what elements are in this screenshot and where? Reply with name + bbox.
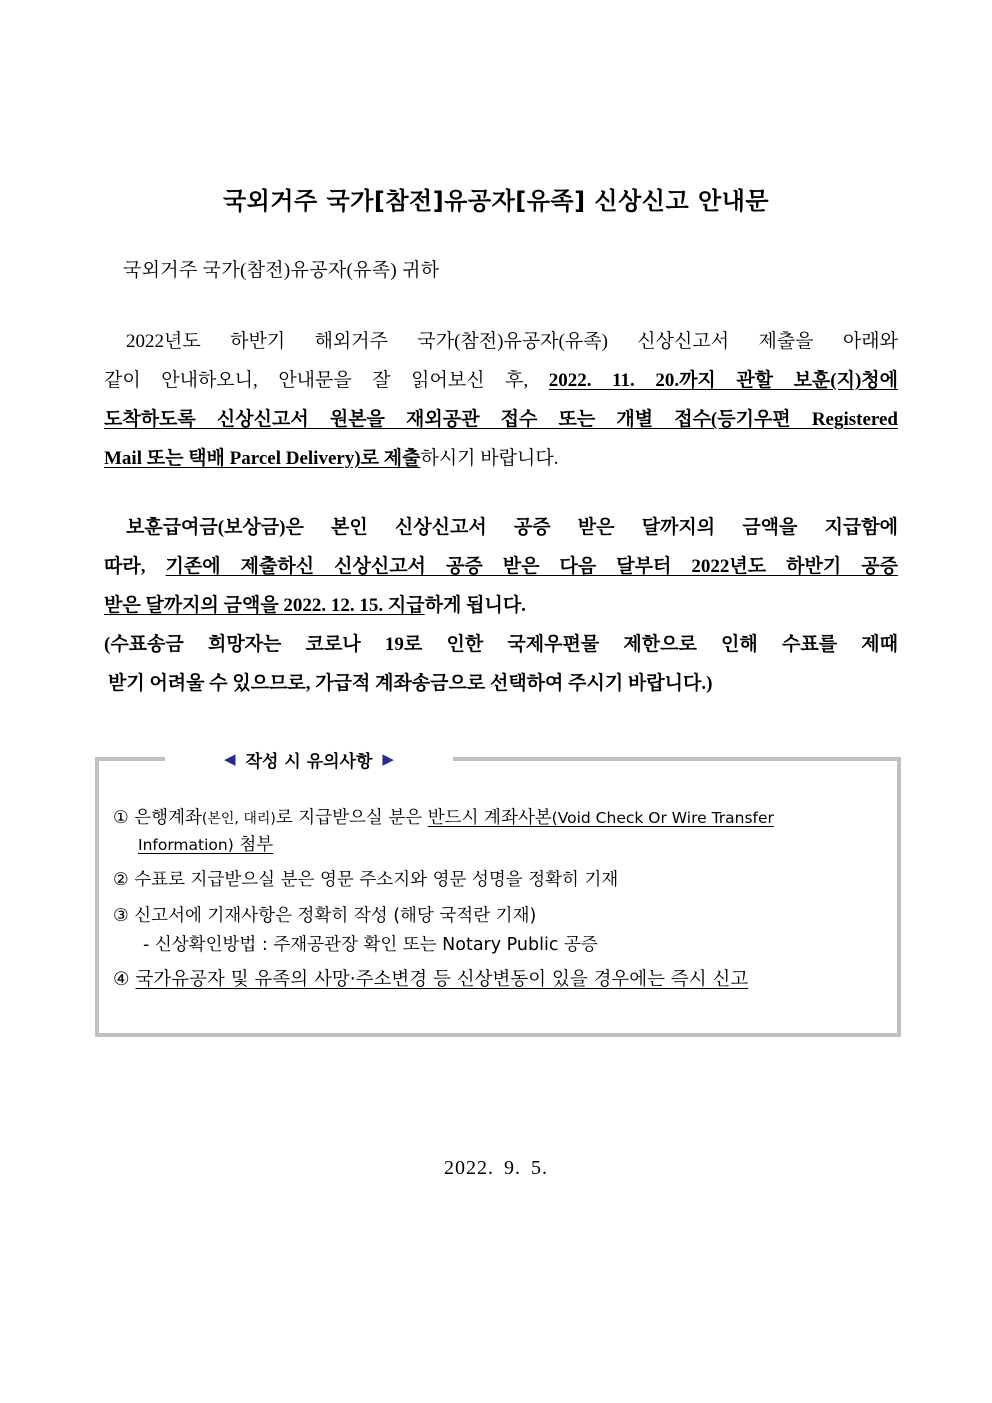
- item3-text: 신고서에 기재사항은 정확히 작성 (해당 국적란 기재): [134, 906, 537, 926]
- paragraph-payment-info: [104, 508, 898, 625]
- item1-cont-emph: 첨부: [233, 835, 274, 855]
- payment-date-text: 받은 달까지의 금액을 2022. 12. 15. 지급: [104, 595, 425, 616]
- item1-text-small: (본인, 대리): [201, 811, 276, 827]
- notice-box-title: 작성 시 유의사항: [245, 751, 373, 772]
- paragraph1-line2-plain: 같이 안내하오니, 안내문을 잘 읽어보신 후,: [104, 370, 549, 391]
- notice-item-3-sub: - 신상확인방법 : 주재공관장 확인 또는 Notary Public 공증: [143, 935, 598, 955]
- paragraph1-line4-plain: 하시기 바랍니다.: [420, 448, 559, 469]
- notice-item-3: [113, 901, 536, 931]
- notice-box: [95, 757, 901, 1037]
- paragraph1-line3: 도착하도록 신상신고서 원본을 재외공관 접수 또는 개별 접수(등기우편 Registered: [104, 409, 898, 430]
- item1-emph-eng: (Void Check Or Wire Transfer: [551, 809, 774, 827]
- triangle-left-icon: ◀: [224, 749, 236, 768]
- note-line1: (수표송금 희망자는 코로나 19로 인한 국제우편물 제한으로 인해 수표를 제때: [104, 634, 898, 655]
- item2-text: 수표로 지급받으실 분은 영문 주소지와 영문 성명을 정확히 기재: [134, 870, 619, 890]
- item1-emph: 반드시 계좌사본: [427, 808, 552, 828]
- page-title: 국외거주 국가[참전]유공자[유족] 신상신고 안내문: [222, 187, 770, 215]
- triangle-right-icon: ▶: [382, 749, 394, 768]
- deadline-text: 2022. 11. 20.까지 관할 보훈(지)청에: [548, 370, 898, 391]
- item-marker: ②: [113, 870, 129, 890]
- document-date: 2022. 9. 5.: [444, 1157, 548, 1179]
- item-marker: ①: [113, 808, 129, 828]
- paragraph1-line1: 2022년도 하반기 해외거주 국가(참전)유공자(유족) 신상신고서 제출을 아래와: [126, 331, 898, 352]
- note-line2: 받기 어려울 수 있으므로, 가급적 계좌송금으로 선택하여 주시기 바랍니다.): [108, 673, 713, 694]
- paragraph-submission-guide: [104, 322, 898, 478]
- notice-item-1-continued: [138, 830, 273, 860]
- notice-item-2: [113, 865, 618, 895]
- paragraph1-line4: [104, 439, 898, 478]
- notice-box-legend: [165, 744, 453, 774]
- notice-item-4: [113, 965, 748, 995]
- paragraph2-line2-plain: 따라,: [104, 556, 166, 577]
- paragraph2-line3-plain: 하게 됩니다.: [424, 595, 526, 616]
- paragraph2-line2: [104, 547, 898, 586]
- payment-period-text: 기존에 제출하신 신상신고서 공증 받은 다음 달부터 2022년도 하반기 공증: [165, 556, 898, 577]
- check-remittance-note: [104, 625, 898, 703]
- item-marker: ③: [113, 906, 129, 926]
- paragraph2-line3: [104, 586, 898, 625]
- addressee: 국외거주 국가(참전)유공자(유족) 귀하: [123, 260, 440, 281]
- item4-text: 국가유공자 및 유족의 사망·주소변경 등 신상변동이 있을 경우에는 즉시 신고: [135, 969, 749, 990]
- item1-text-b: 로 지급받으실 분은: [275, 808, 428, 828]
- paragraph2-line1: 보훈급여금(보상금)은 본인 신상신고서 공증 받은 달까지의 금액을 지급함에: [126, 517, 898, 538]
- item1-cont-eng: Information): [138, 836, 234, 854]
- item1-text-a: 은행계좌: [134, 808, 202, 828]
- paragraph1-line2: [104, 361, 898, 400]
- submission-method-text: Mail 또는 택배 Parcel Delivery)로 제출: [104, 448, 421, 469]
- item-marker: ④: [113, 969, 130, 990]
